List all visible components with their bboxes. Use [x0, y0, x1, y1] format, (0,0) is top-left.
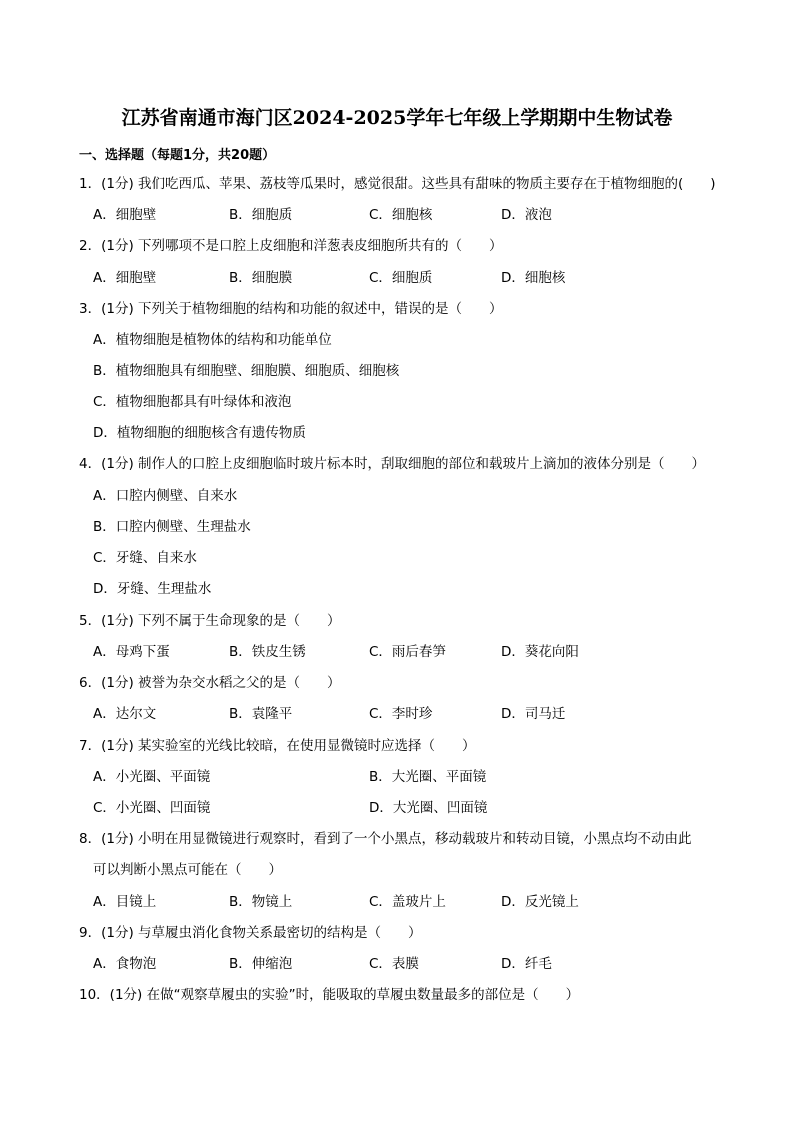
question-3-option-d: D．植物细胞的细胞核含有遗传物质: [93, 425, 306, 441]
question-2-option-b: B．细胞膜: [229, 270, 293, 286]
question-7-option-b: B．大光圈、平面镜: [369, 769, 487, 785]
question-6-option-c: C．李时珍: [369, 706, 433, 722]
question-1-stem: 1．(1分) 我们吃西瓜、苹果、荔枝等瓜果时，感觉很甜。这些具有甜味的物质主要存在于植物细胞的( ): [79, 176, 716, 192]
question-6-option-d: D．司马迁: [501, 706, 566, 722]
question-8-option-a: A．目镜上: [93, 894, 157, 910]
question-1-option-b: B．细胞质: [229, 207, 293, 223]
question-9-stem: 9．(1分) 与草履虫消化食物关系最密切的结构是（ ）: [79, 925, 422, 941]
question-6-stem: 6．(1分) 被誉为杂交水稻之父的是（ ）: [79, 675, 341, 691]
question-2-option-d: D．细胞核: [501, 270, 566, 286]
question-8-stem: 8．(1分) 小明在用显微镜进行观察时，看到了一个小黑点，移动载玻片和转动目镜，小黑点均不动由此: [79, 831, 692, 847]
question-7-option-a: A．小光圈、平面镜: [93, 769, 211, 785]
question-7-option-d: D．大光圈、凹面镜: [369, 800, 488, 816]
question-3-option-c: C．植物细胞都具有叶绿体和液泡: [93, 394, 292, 410]
question-3-option-a: A．植物细胞是植物体的结构和功能单位: [93, 332, 332, 348]
question-6-option-b: B．袁隆平: [229, 706, 293, 722]
question-2-option-c: C．细胞质: [369, 270, 433, 286]
question-7-stem: 7．(1分) 某实验室的光线比较暗，在使用显微镜时应选择（ ）: [79, 738, 476, 754]
question-6-option-a: A．达尔文: [93, 706, 157, 722]
question-5-option-c: C．雨后春笋: [369, 644, 446, 660]
question-5-option-b: B．铁皮生锈: [229, 644, 306, 660]
question-5-stem: 5．(1分) 下列不属于生命现象的是（ ）: [79, 613, 341, 629]
question-8-option-b: B．物镜上: [229, 894, 293, 910]
question-10-stem: 10．(1分) 在做“观察草履虫的实验”时，能吸取的草履虫数量最多的部位是（ ）: [79, 987, 580, 1003]
question-9-option-d: D．纤毛: [501, 956, 552, 972]
question-3-option-b: B．植物细胞具有细胞壁、细胞膜、细胞质、细胞核: [93, 363, 400, 379]
question-4-stem: 4．(1分) 制作人的口腔上皮细胞临时玻片标本时，刮取细胞的部位和载玻片上滴加的液体分别是（ ）: [79, 456, 706, 472]
question-1-option-c: C．细胞核: [369, 207, 433, 223]
question-1-option-a: A．细胞壁: [93, 207, 157, 223]
page-title: 江苏省南通市海门区2024-2025学年七年级上学期期中生物试卷: [121, 107, 673, 129]
question-5-option-d: D．葵花向阳: [501, 644, 579, 660]
question-8-option-c: C．盖玻片上: [369, 894, 446, 910]
question-4-option-c: C．牙缝、自来水: [93, 550, 197, 566]
question-4-option-a: A．口腔内侧壁、自来水: [93, 488, 238, 504]
question-2-stem: 2．(1分) 下列哪项不是口腔上皮细胞和洋葱表皮细胞所共有的（ ）: [79, 238, 503, 254]
question-4-option-d: D．牙缝、生理盐水: [93, 581, 212, 597]
question-5-option-a: A．母鸡下蛋: [93, 644, 170, 660]
question-4-option-b: B．口腔内侧壁、生理盐水: [93, 519, 251, 535]
question-9-option-c: C．表膜: [369, 956, 419, 972]
question-2-option-a: A．细胞壁: [93, 270, 157, 286]
question-7-option-c: C．小光圈、凹面镜: [93, 800, 211, 816]
question-8-option-d: D．反光镜上: [501, 894, 579, 910]
question-9-option-b: B．伸缩泡: [229, 956, 293, 972]
question-9-option-a: A．食物泡: [93, 956, 157, 972]
question-3-stem: 3．(1分) 下列关于植物细胞的结构和功能的叙述中，错误的是（ ）: [79, 301, 503, 317]
question-8-stem-continued: 可以判断小黑点可能在（ ）: [93, 862, 282, 878]
question-1-option-d: D．液泡: [501, 207, 552, 223]
section-heading: 一、选择题（每题1分，共20题）: [79, 148, 276, 163]
